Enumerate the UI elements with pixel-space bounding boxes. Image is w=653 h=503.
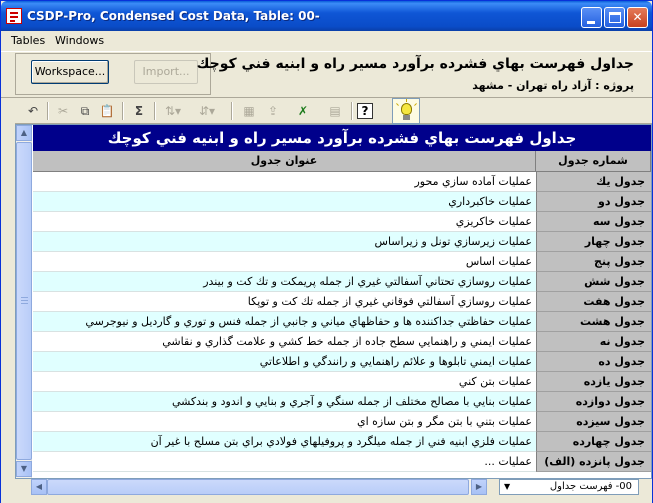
cell-table-number[interactable]: جدول پانزده (الف) — [536, 452, 651, 472]
cell-table-title[interactable]: عمليات ... — [33, 452, 536, 472]
paste-icon[interactable]: 📋 — [99, 104, 115, 118]
cell-table-number[interactable]: جدول يازده — [536, 372, 651, 392]
sheet-tab[interactable]: 00- فهرست جداول — [499, 479, 639, 495]
sum-icon[interactable]: Σ — [134, 104, 144, 118]
cell-table-title[interactable]: عمليات ايمني تابلوها و علائم راهنمايي و رانندگي و اطلاعاتي — [33, 352, 536, 372]
cell-table-number[interactable]: جدول دو — [536, 192, 651, 212]
table-row[interactable] — [33, 412, 651, 432]
menu-bar — [1, 31, 652, 51]
table-row[interactable] — [33, 212, 651, 232]
cell-table-title[interactable]: عمليات فلزي ابنيه فني از جمله ميلگرد و پروفيلهاي فولادي براي بتن مسلح با غير آن — [33, 432, 536, 452]
column-header-number[interactable]: شماره جدول — [536, 151, 651, 172]
table-body — [33, 172, 651, 476]
scroll-down-icon[interactable]: ▼ — [16, 461, 32, 477]
project-label: پروژه : آزاد راه تهران - مشهد — [472, 79, 634, 92]
lightbulb-icon — [401, 103, 412, 115]
print-icon[interactable]: ▤ — [329, 104, 341, 118]
workspace-button[interactable]: Workspace... — [31, 60, 109, 84]
cell-table-number[interactable]: جدول سه — [536, 212, 651, 232]
sort-asc-icon[interactable]: ⇅▾ — [164, 104, 182, 118]
cell-table-title[interactable]: عمليات روسازي تحتاني آسفالتي غيري از جمله پريمكت و تك كت و بيندر — [33, 272, 536, 292]
scroll-right-icon[interactable]: ▶ — [471, 479, 487, 495]
cell-table-title[interactable]: عمليات بتني با بتن مگر و بتن سازه اي — [33, 412, 536, 432]
table-row[interactable] — [33, 232, 651, 252]
table-row[interactable] — [33, 452, 651, 472]
horizontal-scrollbar[interactable] — [31, 479, 487, 495]
title-bar[interactable] — [1, 1, 652, 31]
window-bottom-edge — [1, 495, 652, 503]
cell-table-title[interactable]: عمليات ايمني و راهنمايي سطح جاده از جمله خط كشي و علامت گذاري و نقاشي — [33, 332, 536, 352]
app-icon — [6, 8, 22, 24]
cell-table-title[interactable]: عمليات زيرسازي تونل و زيراساس — [33, 232, 536, 252]
export-icon[interactable]: ⇪ — [267, 104, 279, 118]
toolbar-separator — [154, 102, 156, 120]
cell-table-number[interactable]: جدول هفت — [536, 292, 651, 312]
cell-table-number[interactable]: جدول چهارده — [536, 432, 651, 452]
help-icon[interactable]: ? — [357, 103, 373, 119]
table-row[interactable] — [33, 252, 651, 272]
cell-table-number[interactable]: جدول پنج — [536, 252, 651, 272]
cell-table-title[interactable]: عمليات خاكريزي — [33, 212, 536, 232]
cell-table-title[interactable]: عمليات اساس — [33, 252, 536, 272]
scroll-thumb[interactable] — [16, 142, 32, 460]
table-row[interactable] — [33, 192, 651, 212]
maximize-icon — [609, 12, 621, 23]
table-banner: جداول فهرست بهاي فشرده برآورد مسير راه و ابنيه فني كوچك — [33, 125, 651, 151]
toolbar-separator — [351, 102, 353, 120]
maximize-button[interactable] — [604, 7, 625, 28]
table-row[interactable] — [33, 352, 651, 372]
cell-table-title[interactable]: عمليات بتن كني — [33, 372, 536, 392]
cut-icon[interactable]: ✂ — [57, 104, 69, 118]
table-row[interactable] — [33, 372, 651, 392]
table-row[interactable] — [33, 172, 651, 192]
close-icon: ✕ — [632, 10, 643, 24]
cell-table-number[interactable]: جدول چهار — [536, 232, 651, 252]
toolbar-separator — [122, 102, 124, 120]
horizontal-scroll-thumb[interactable] — [47, 479, 469, 495]
table-grid — [15, 124, 652, 479]
cell-table-number[interactable]: جدول سيزده — [536, 412, 651, 432]
close-button[interactable] — [627, 7, 648, 28]
cell-table-title[interactable]: عمليات حفاظتي جداكننده ها و حفاظهاي مياني و جانبي از جمله فنس و توري و گارديل و نيوجرسي — [33, 312, 536, 332]
cell-table-number[interactable]: جدول شش — [536, 272, 651, 292]
toolbar-separator — [231, 102, 233, 120]
table-row[interactable] — [33, 312, 651, 332]
scroll-up-icon[interactable]: ▲ — [16, 125, 32, 141]
minimize-icon — [587, 21, 595, 24]
table-row[interactable] — [33, 272, 651, 292]
cell-table-number[interactable]: جدول دوازده — [536, 392, 651, 412]
undo-icon[interactable]: ↶ — [27, 104, 39, 118]
table-row[interactable] — [33, 392, 651, 412]
cell-table-number[interactable]: جدول ده — [536, 352, 651, 372]
window-title: CSDP-Pro, Condensed Cost Data, Table: 00- — [27, 9, 320, 23]
import-button[interactable]: Import... — [134, 60, 198, 84]
table-row[interactable] — [33, 292, 651, 312]
vertical-scrollbar[interactable] — [16, 125, 32, 478]
page-title: جداول فهرست بهاي فشرده برآورد مسير راه و ابنيه فني كوچك — [196, 56, 634, 72]
toolbar-separator — [47, 102, 49, 120]
sort-desc-icon[interactable]: ⇵▾ — [198, 104, 216, 118]
chevron-down-icon[interactable]: ▼ — [504, 482, 511, 491]
cell-table-number[interactable]: جدول نه — [536, 332, 651, 352]
table-row[interactable] — [33, 332, 651, 352]
cell-table-number[interactable]: جدول يك — [536, 172, 651, 192]
cell-table-title[interactable]: عمليات روسازي آسفالتي فوقاني غيري از جمله تك كت و توپكا — [33, 292, 536, 312]
table-row[interactable] — [33, 432, 651, 452]
scroll-left-icon[interactable]: ◀ — [31, 479, 47, 495]
form-icon[interactable]: ▦ — [243, 104, 255, 118]
minimize-button[interactable] — [581, 7, 602, 28]
menu-windows[interactable]: Windows — [55, 34, 105, 47]
lightbulb-button[interactable] — [392, 98, 420, 124]
cell-table-title[interactable]: عمليات آماده سازي محور — [33, 172, 536, 192]
cell-table-title[interactable]: عمليات خاكبرداري — [33, 192, 536, 212]
menu-tables[interactable]: Tables — [11, 34, 46, 47]
cell-table-title[interactable]: عمليات بنايي با مصالح مختلف از جمله سنگي و آجري و بنايي و اندود و بندكشي — [33, 392, 536, 412]
excel-icon[interactable]: ✗ — [297, 104, 309, 118]
copy-icon[interactable]: ⧉ — [80, 104, 90, 118]
cell-table-number[interactable]: جدول هشت — [536, 312, 651, 332]
column-header-title[interactable]: عنوان جدول — [33, 151, 536, 172]
